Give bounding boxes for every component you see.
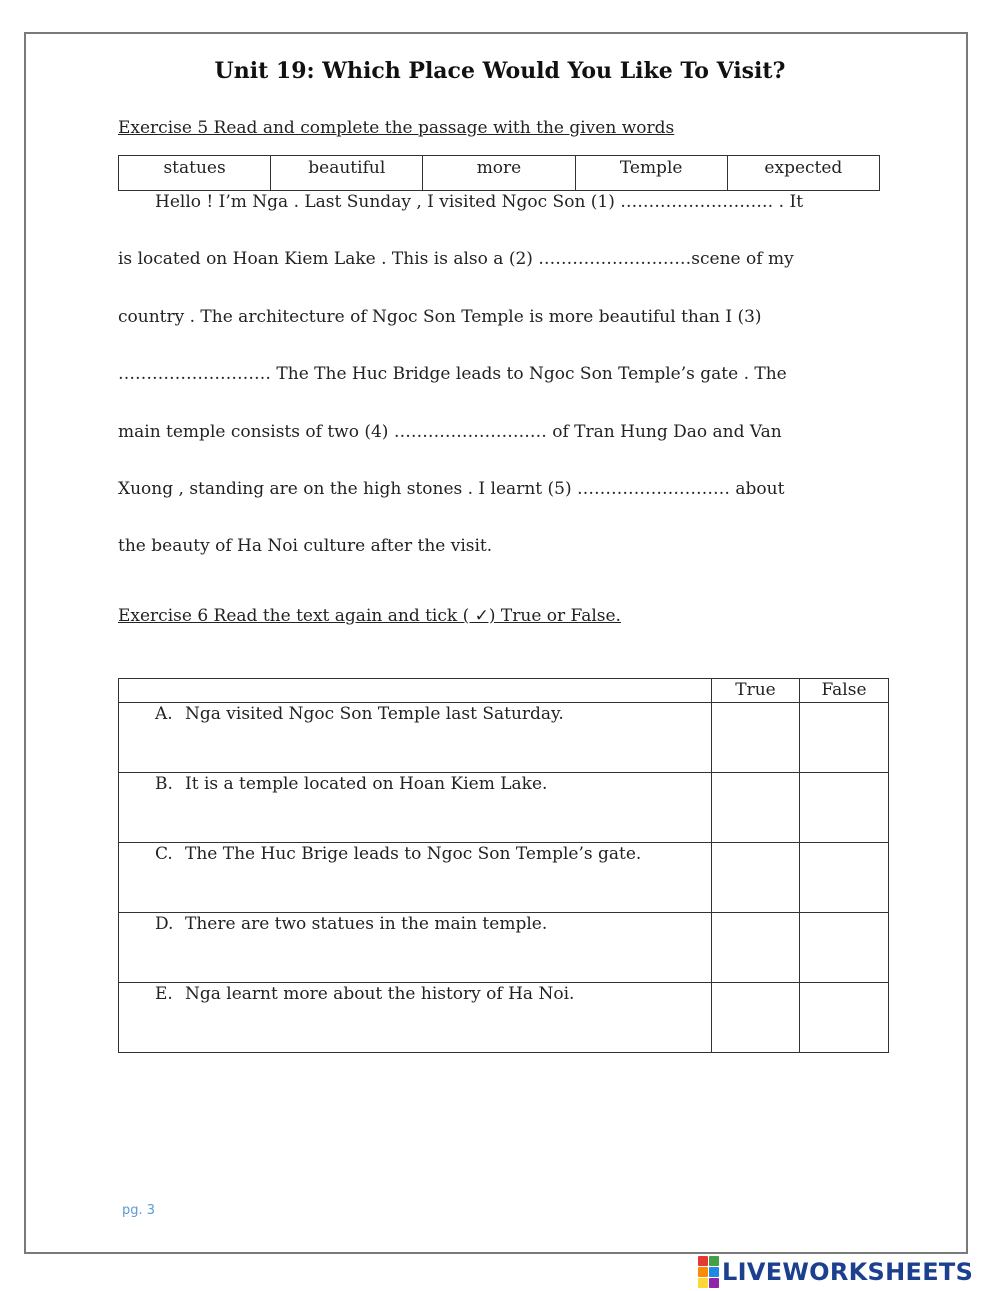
- page-title: Unit 19: Which Place Would You Like To Visit?: [214, 58, 786, 84]
- word-bank-item: beautiful: [271, 156, 423, 191]
- passage-line: Xuong , standing are on the high stones . I learnt (5) ……………………… about: [118, 479, 785, 499]
- statement-letter: A.: [155, 704, 173, 724]
- statement-text: Nga learnt more about the history of Ha Noi.: [185, 984, 575, 1004]
- word-bank: [118, 155, 880, 191]
- word-bank-item: Temple: [575, 156, 727, 191]
- statement-cell: [119, 843, 712, 913]
- passage-line: is located on Hoan Kiem Lake . This is also a (2) ………………………scene of my: [118, 249, 794, 269]
- logo-block: [698, 1278, 708, 1288]
- false-tick-cell[interactable]: [800, 913, 889, 983]
- statement-cell: [119, 913, 712, 983]
- statement-letter: C.: [155, 844, 173, 864]
- table-row: [119, 773, 889, 843]
- table-row: [119, 703, 889, 773]
- table-row: [119, 913, 889, 983]
- statement-letter: B.: [155, 774, 173, 794]
- exercise-6-heading: Exercise 6 Read the text again and tick ( ✓) True or False.: [118, 606, 621, 626]
- statement-text: It is a temple located on Hoan Kiem Lake.: [185, 774, 548, 794]
- table-row: [119, 843, 889, 913]
- statement-cell: [119, 983, 712, 1053]
- logo-block: [709, 1278, 719, 1288]
- exercise-5-heading: Exercise 5 Read and complete the passage with the given words: [118, 118, 675, 138]
- statement-text: The The Huc Brige leads to Ngoc Son Temple’s gate.: [185, 844, 642, 864]
- passage-line: the beauty of Ha Noi culture after the visit.: [118, 536, 493, 556]
- word-bank-item: expected: [727, 156, 879, 191]
- column-true-header: True: [712, 679, 800, 703]
- true-tick-cell[interactable]: [712, 773, 800, 843]
- statement-letter: E.: [155, 984, 173, 1004]
- true-false-table: [118, 678, 889, 1053]
- statement-text: There are two statues in the main temple.: [185, 914, 548, 934]
- word-bank-item: more: [423, 156, 575, 191]
- false-tick-cell[interactable]: [800, 843, 889, 913]
- statement-cell: [119, 703, 712, 773]
- true-tick-cell[interactable]: [712, 913, 800, 983]
- table-header-blank: [119, 679, 712, 703]
- false-tick-cell[interactable]: [800, 773, 889, 843]
- false-tick-cell[interactable]: [800, 983, 889, 1053]
- passage-line: main temple consists of two (4) ……………………… of Tran Hung Dao and Van: [118, 422, 782, 442]
- passage-line: Hello ! I’m Nga . Last Sunday , I visited Ngoc Son (1) ……………………… . It: [155, 192, 804, 212]
- page-number: pg. 3: [122, 1203, 156, 1218]
- logo-block: [709, 1267, 719, 1277]
- table-row: [119, 983, 889, 1053]
- logo-blocks-icon: [698, 1256, 719, 1288]
- page-border: [24, 32, 968, 1254]
- word-bank-item: statues: [119, 156, 271, 191]
- liveworksheets-logo: [698, 1257, 973, 1287]
- table-header-row: [119, 679, 889, 703]
- true-tick-cell[interactable]: [712, 983, 800, 1053]
- true-tick-cell[interactable]: [712, 843, 800, 913]
- statement-letter: D.: [155, 914, 174, 934]
- logo-block: [698, 1256, 708, 1266]
- true-tick-cell[interactable]: [712, 703, 800, 773]
- logo-block: [709, 1256, 719, 1266]
- passage-line: ……………………… The The Huc Bridge leads to Ngoc Son Temple’s gate . The: [118, 364, 787, 384]
- column-false-header: False: [800, 679, 889, 703]
- logo-block: [698, 1267, 708, 1277]
- statement-cell: [119, 773, 712, 843]
- false-tick-cell[interactable]: [800, 703, 889, 773]
- statement-text: Nga visited Ngoc Son Temple last Saturday.: [185, 704, 564, 724]
- passage-line: country . The architecture of Ngoc Son Temple is more beautiful than I (3): [118, 307, 762, 327]
- logo-text: LIVEWORKSHEETS: [722, 1258, 974, 1286]
